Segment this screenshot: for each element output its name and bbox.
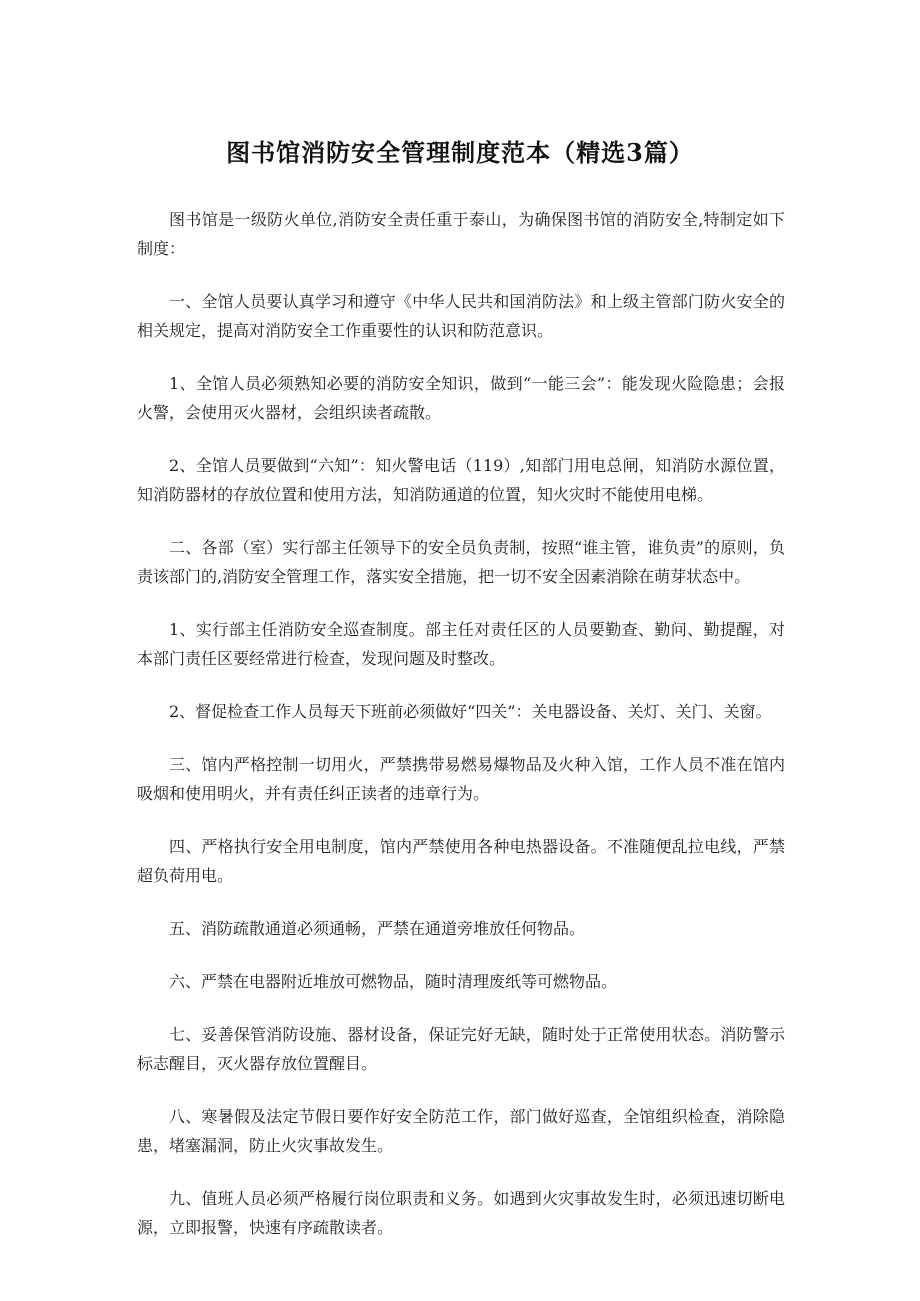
section-9-paragraph: 九、值班人员必须严格履行岗位职责和义务。如遇到火灾事故发生时，必须迅速切断电源，立即报警，快速有序疏散读者。 — [137, 1189, 785, 1237]
section-6-paragraph: 六、严禁在电器附近堆放可燃物品，随时清理废纸等可燃物品。 — [169, 972, 618, 991]
intro-paragraph: 图书馆是一级防火单位,消防安全责任重于泰山，为确保图书馆的消防安全,特制定如下制度： — [137, 210, 785, 258]
section-1-item-2: 2、全馆人员要做到“六知”：知火警电话（119）,知部门用电总闸，知消防水源位置，知消防器材的存放位置和使用方法，知消防通道的位置，知火灾时不能使用电梯。 — [137, 456, 785, 504]
section-2-item-1: 1、实行部主任消防安全巡查制度。部主任对责任区的人员要勤查、勤问、勤提醒，对本部门责任区要经常进行检查，发现问题及时整改。 — [137, 620, 785, 668]
section-2-item-2: 2、督促检查工作人员每天下班前必须做好“四关”：关电器设备、关灯、关门、关窗。 — [169, 702, 772, 721]
page-title: 图书馆消防安全管理制度范本（精选3篇） — [226, 138, 694, 168]
section-1-paragraph: 一、全馆人员要认真学习和遵守《中华人民共和国消防法》和上级主管部门防火安全的相关规定，提高对消防安全工作重要性的认识和防范意识。 — [137, 292, 785, 340]
section-3-paragraph: 三、馆内严格控制一切用火，严禁携带易燃易爆物品及火种入馆，工作人员不准在馆内吸烟和使用明火，并有责任纠正读者的违章行为。 — [137, 755, 785, 803]
section-4-paragraph: 四、严格执行安全用电制度，馆内严禁使用各种电热器设备。不准随便乱拉电线，严禁超负荷用电。 — [137, 837, 785, 885]
section-7-paragraph: 七、妥善保管消防设施、器材设备，保证完好无缺，随时处于正常使用状态。消防警示标志醒目，灭火器存放位置醒目。 — [137, 1025, 785, 1073]
section-8-paragraph: 八、寒暑假及法定节假日要作好安全防范工作，部门做好巡查，全馆组织检查，消除隐患，堵塞漏洞，防止火灾事故发生。 — [137, 1107, 785, 1155]
section-5-paragraph: 五、消防疏散通道必须通畅，严禁在通道旁堆放任何物品。 — [169, 919, 586, 938]
section-1-item-1: 1、全馆人员必须熟知必要的消防安全知识，做到“一能三会”：能发现火险隐患；会报火警，会使用灭火器材，会组织读者疏散。 — [137, 374, 785, 422]
document-body — [137, 205, 785, 1266]
section-2-paragraph: 二、各部（室）实行部主任领导下的安全员负责制，按照“谁主管，谁负责”的原则，负责该部门的,消防安全管理工作，落实安全措施，把一切不安全因素消除在萌芽状态中。 — [137, 538, 785, 586]
